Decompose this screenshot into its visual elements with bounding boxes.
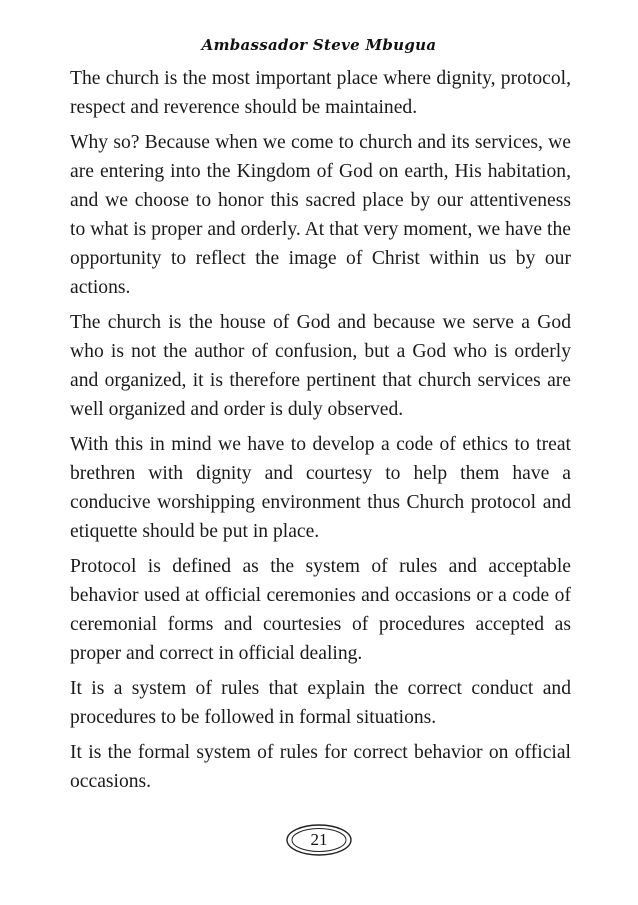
page-number: 21 (310, 830, 328, 849)
body-text (70, 64, 571, 802)
paragraph-2: Why so? Because when we come to church and its services, we are entering into the Kingdom of God on earth, His habitation, and we choose to honor this sacred place by our attentiveness to what is proper and orderly. At that very moment, we have the opportunity to reflect the image of Christ within us by our actions. (70, 132, 571, 298)
paragraph-3: The church is the house of God and because we serve a God who is not the author of confusion, but a God who is orderly and organized, it is therefore pertinent that church services are well organized and order is duly observed. (70, 312, 571, 420)
paragraph-4: With this in mind we have to develop a code of ethics to treat brethren with dignity and courtesy to help them have a conducive worshipping environment thus Church protocol and etiquette should be put in place. (70, 434, 571, 542)
paragraph-5: Protocol is defined as the system of rules and acceptable behavior used at official ceremonies and occasions or a code of ceremonial forms and courtesies of procedures accepted as proper and correct in official dealing. (70, 556, 571, 664)
paragraph-1: The church is the most important place where dignity, protocol, respect and reverence should be maintained. (70, 68, 571, 118)
page-number-badge (285, 823, 353, 857)
paragraph-7: It is the formal system of rules for correct behavior on official occasions. (70, 742, 571, 792)
running-header: Ambassador Steve Mbugua (201, 36, 437, 54)
paragraph-6: It is a system of rules that explain the correct conduct and procedures to be followed in formal situations. (70, 678, 571, 728)
